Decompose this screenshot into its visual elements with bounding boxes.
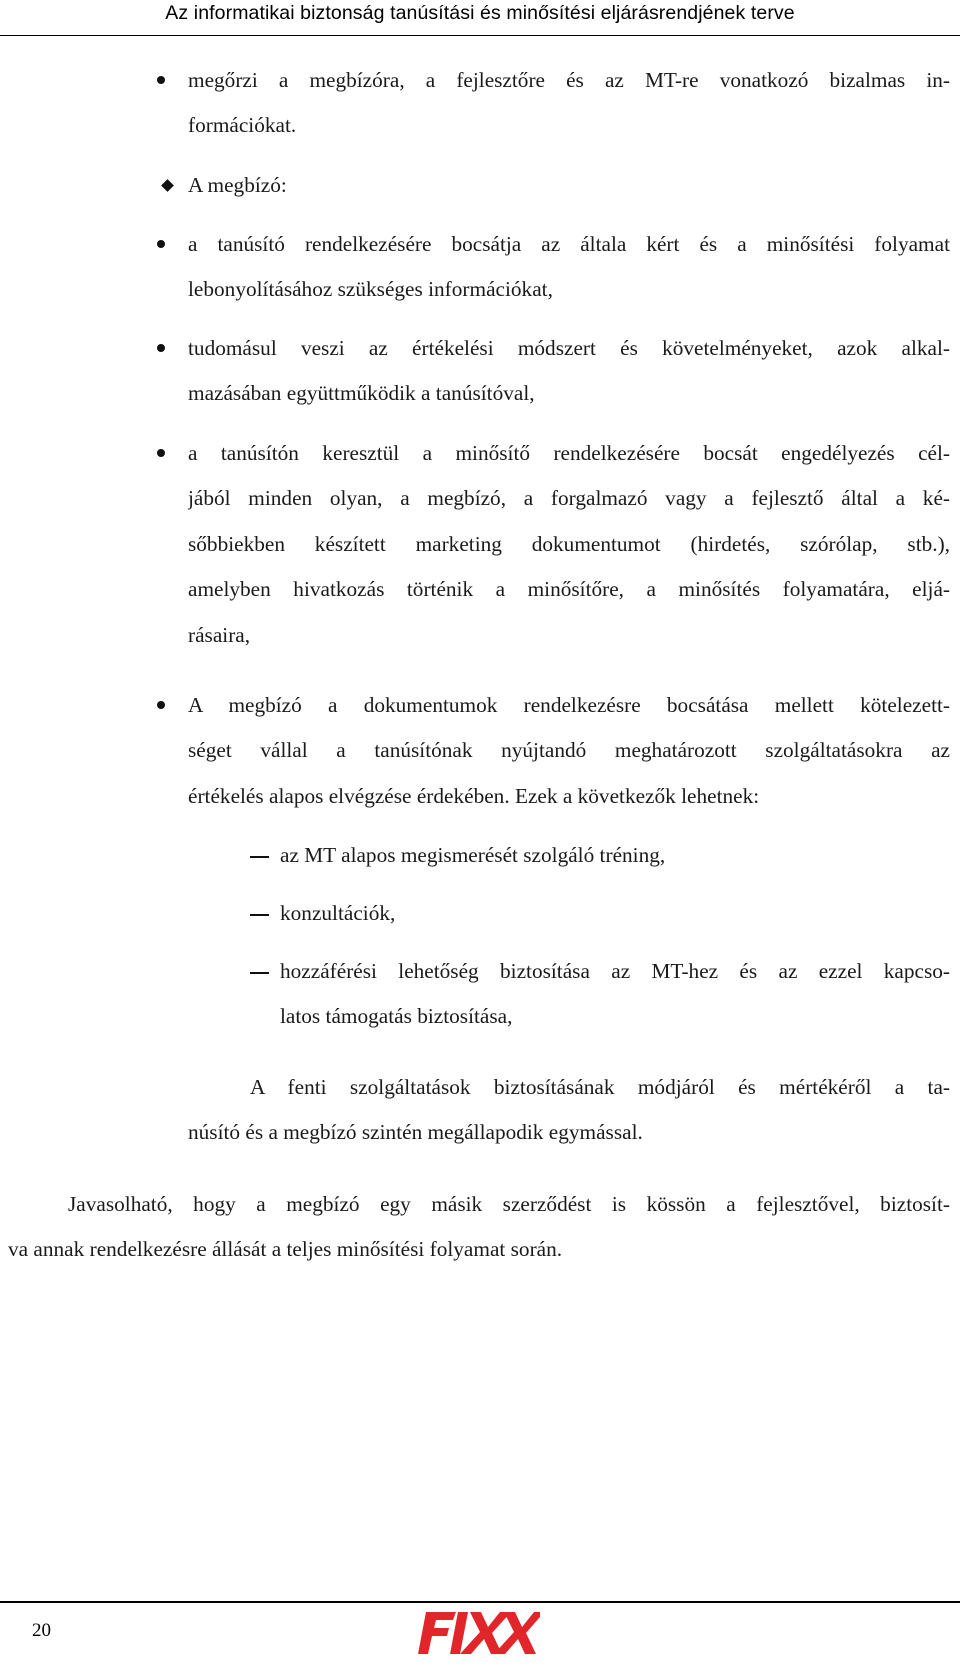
text-line: az MT alapos megismerését szolgáló tréning, [280,843,666,867]
list-item-evaluation-method [188,326,950,417]
paragraph-services-agreement [188,1065,950,1156]
dash-bullet-icon [250,972,269,974]
text-line: rásaira, [188,622,251,647]
text-line: formációkat. [188,113,297,138]
bullet-icon [157,449,165,457]
text-line: A megbízó a dokumentumok rendelkezésre bocsátása mellett kötelezett- [188,693,950,717]
text-line: értékelés alapos elvégzése érdekében. Ezek a következők lehetnek: [188,783,760,808]
text-line: a tanúsító rendelkezésére bocsátja az általa kért és a minősítési folyamat [188,232,950,256]
page-number: 20 [32,1620,51,1641]
page-header [0,0,960,36]
bullet-icon [157,344,165,352]
text-line: lebonyolításához szükséges információkat, [188,277,553,302]
text-line: mazásában együttműködik a tanúsítóval, [188,381,535,406]
text-line: amelyben hivatkozás történik a minősítőre, a minősítés folyamatára, eljá- [188,577,950,602]
sub-item-training [280,833,950,878]
footer-divider [0,1601,960,1603]
text-line: hozzáférési lehetőség biztosítása az MT-hez és az ezzel kapcso- [280,959,950,983]
bullet-icon [157,701,165,709]
list-item-confidential [188,58,950,149]
text-line: séget vállal a tanúsítónak nyújtandó meghatározott szolgáltatásokra az [188,738,950,763]
text-line: jából minden olyan, a megbízó, a forgalmazó vagy a fejlesztő által a ké- [188,486,950,511]
text-line: tudomásul veszi az értékelési módszert és követelményeket, azok alkal- [188,336,950,360]
diamond-bullet-icon [161,179,174,192]
text-line: sőbbiekben készített marketing dokumentumot (hirdetés, szórólap, stb.), [188,531,950,556]
text-line: A fenti szolgáltatások biztosításának módjáról és mértékéről a ta- [250,1075,950,1099]
section-heading [188,163,950,208]
dash-bullet-icon [250,856,269,858]
text-line: a tanúsítón keresztül a minősítő rendelkezésére bocsát engedélyezés cél- [188,441,950,465]
text-line: va annak rendelkezésre állását a teljes minősítési folyamat során. [8,1237,563,1262]
header-title: Az informatikai biztonság tanúsítási és minősítési eljárásrendjének terve [165,2,795,24]
text-line: núsító és a megbízó szintén megállapodik egymással. [188,1120,643,1145]
list-item-marketing-documents [188,431,950,658]
list-item-information [188,222,950,313]
list-item-services [188,683,950,819]
fixx-logo [418,1608,540,1660]
sub-item-consultations [280,891,950,936]
text-line: megőrzi a megbízóra, a fejlesztőre és az MT-re vonatkozó bizalmas in- [188,68,950,92]
bullet-icon [157,76,165,84]
bullet-icon [157,240,165,248]
text-line: Javasolható, hogy a megbízó egy másik szerződést is kössön a fejlesztővel, biztosít- [68,1192,950,1216]
text-line: konzultációk, [280,901,396,925]
text-line: latos támogatás biztosítása, [280,1004,513,1029]
dash-bullet-icon [250,914,269,916]
heading-text: A megbízó: [188,173,287,197]
sub-item-access [280,949,950,1040]
paragraph-recommendation [8,1182,950,1273]
